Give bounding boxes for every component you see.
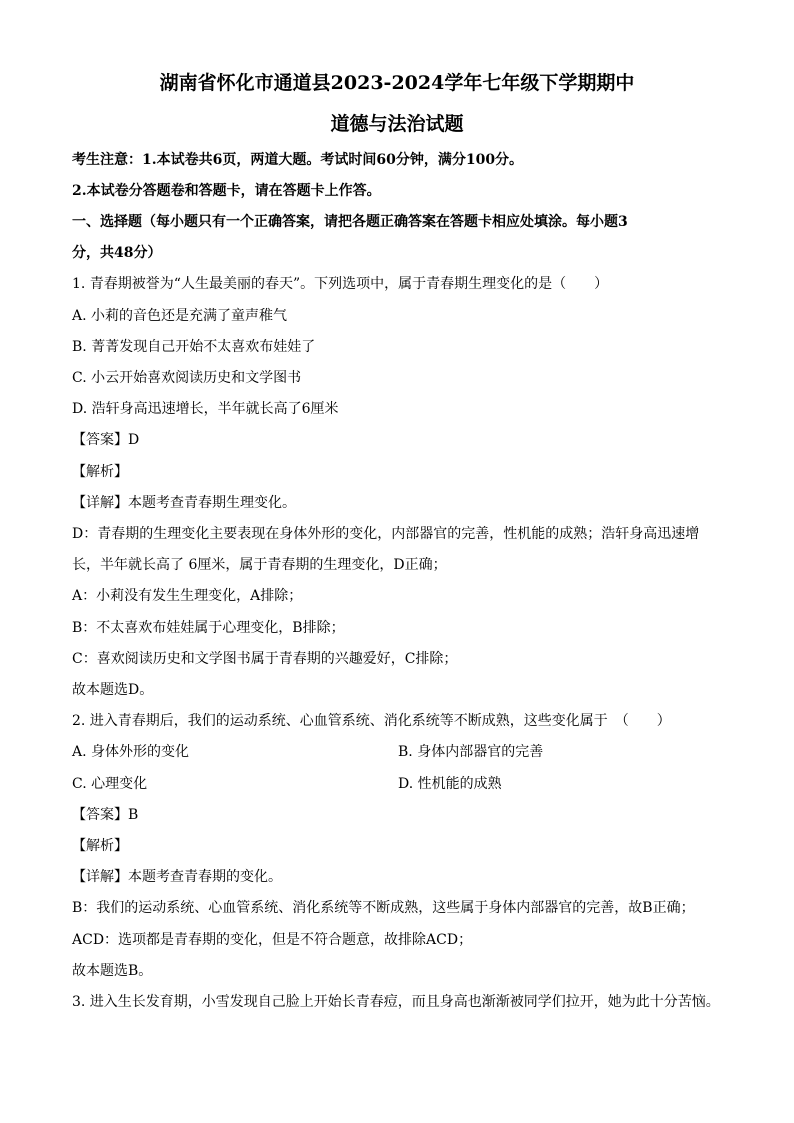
question-1-option-c: C. 小云开始喜欢阅读历史和文学图书 <box>72 370 302 386</box>
question-1-analysis-d-line-2: 长，半年就长高了 6厘米，属于青春期的生理变化，D正确； <box>72 557 447 573</box>
question-2-analysis-acd: ACD：选项都是青春期的变化，但是不符合题意，故排除ACD； <box>72 932 473 948</box>
question-2-stem: 2. 进入青春期后，我们的运动系统、心血管系统、消化系统等不断成熟，这些变化属于 （ ） <box>72 713 671 729</box>
question-1-stem: 1. 青春期被誉为“人生最美丽的春天”。下列选项中，属于青春期生理变化的是（ ） <box>72 276 609 292</box>
question-1-option-b: B. 菁菁发现自己开始不太喜欢布娃娃了 <box>72 339 316 355</box>
question-2-answer: 【答案】B <box>72 807 139 823</box>
question-2-detail: 【详解】本题考查青春期的变化。 <box>72 869 282 885</box>
question-2-analysis-b: B：我们的运动系统、心血管系统、消化系统等不断成熟，这些属于身体内部器官的完善，故B正确； <box>72 900 695 916</box>
question-2-option-d: D. 性机能的成熟 <box>398 776 502 792</box>
question-1-analysis-b: B：不太喜欢布娃娃属于心理变化，B排除； <box>72 620 345 636</box>
notice-line-2: 2.本试卷分答题卷和答题卡，请在答题卡上作答。 <box>72 183 381 199</box>
question-2-option-c: C. 心理变化 <box>72 776 148 792</box>
question-1-analysis-d-line-1: D：青春期的生理变化主要表现在身体外形的变化，内部器官的完善，性机能的成熟；浩轩身高迅速增 <box>72 526 700 542</box>
notice-line-1: 考生注意：1.本试卷共6页，两道大题。考试时间60分钟，满分100分。 <box>72 152 524 168</box>
question-1-conclusion: 故本题选D。 <box>72 682 154 698</box>
question-1-analysis-tag: 【解析】 <box>72 464 128 480</box>
question-1-answer: 【答案】D <box>72 432 140 448</box>
exam-title: 湖南省怀化市通道县2023-2024学年七年级下学期期中 <box>159 72 635 94</box>
question-2-analysis-tag: 【解析】 <box>72 838 128 854</box>
section-heading-cont: 分，共48分） <box>72 245 162 261</box>
question-2-option-b: B. 身体内部器官的完善 <box>398 744 544 760</box>
question-1-analysis-c: C：喜欢阅读历史和文学图书属于青春期的兴趣爱好，C排除； <box>72 651 458 667</box>
question-3-stem: 3. 进入生长发育期，小雪发现自己脸上开始长青春痘，而且身高也渐渐被同学们拉开，她为此十分苦恼。 <box>72 994 720 1010</box>
question-2-option-a: A. 身体外形的变化 <box>72 744 190 760</box>
question-1-analysis-a: A：小莉没有发生生理变化，A排除； <box>72 588 303 604</box>
question-1-detail: 【详解】本题考查青春期生理变化。 <box>72 495 296 511</box>
question-2-conclusion: 故本题选B。 <box>72 963 153 979</box>
question-1-option-d: D. 浩轩身高迅速增长，半年就长高了6厘米 <box>72 401 339 417</box>
exam-subtitle: 道德与法治试题 <box>330 113 464 135</box>
question-1-option-a: A. 小莉的音色还是充满了童声稚气 <box>72 308 288 324</box>
section-heading: 一、选择题（每小题只有一个正确答案，请把各题正确答案在答题卡相应处填涂。每小题3 <box>72 214 628 230</box>
